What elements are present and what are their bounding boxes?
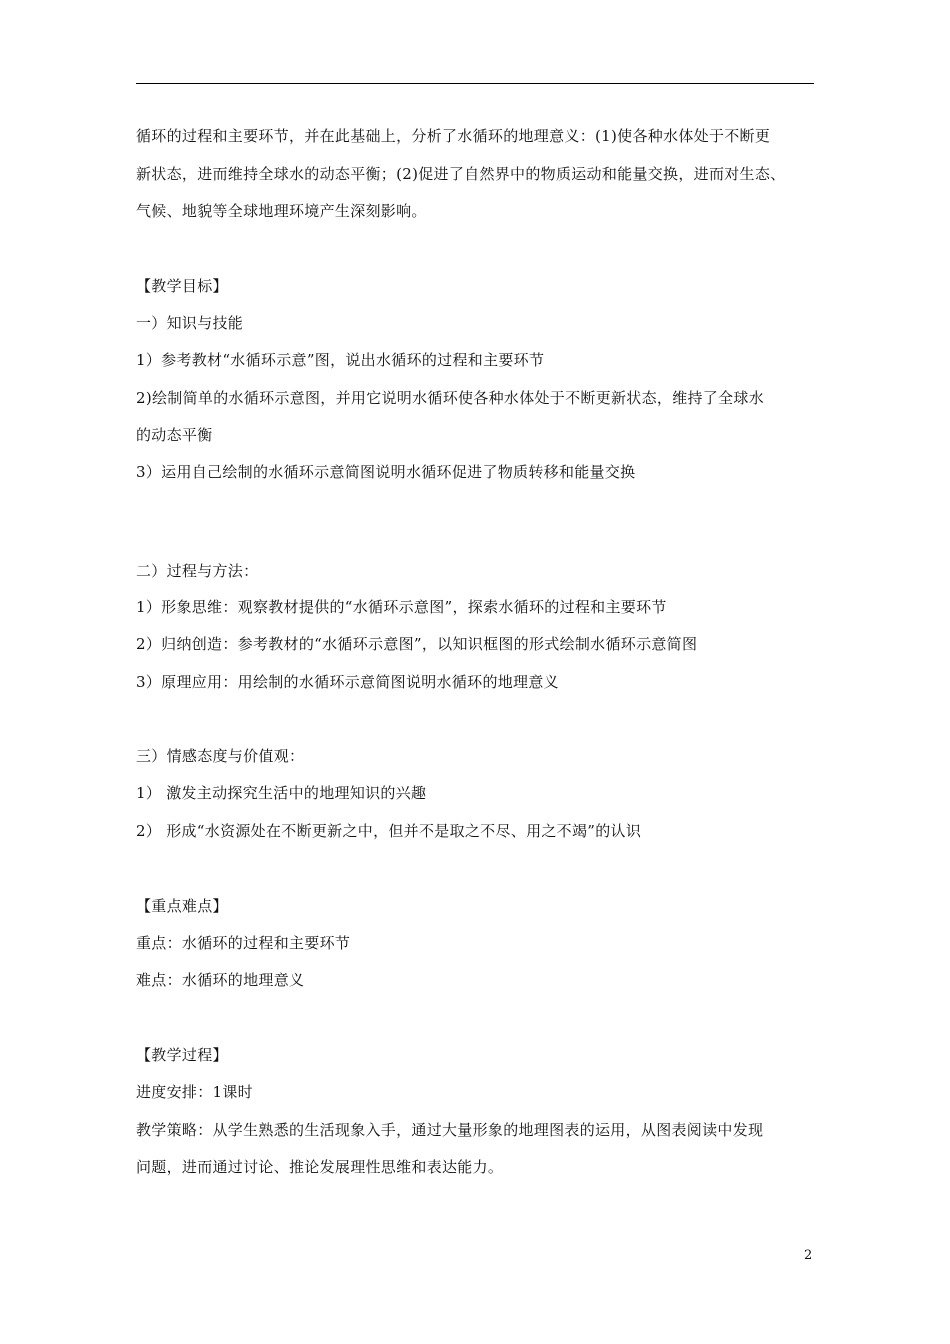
process-item-2: 2）归纳创造：参考教材的“水循环示意图”，以知识框图的形式绘制水循环示意简图 [136,635,698,653]
process-item-1: 1）形象思维：观察教材提供的“水循环示意图”，探索水循环的过程和主要环节 [136,598,667,616]
teaching-process-heading: 【教学过程】 [136,1046,228,1064]
objectives-heading: 【教学目标】 [136,277,228,295]
attitude-item-2: 2） 形成“水资源处在不断更新之中，但并不是取之不尽、用之不竭”的认识 [136,822,642,840]
knowledge-item-1: 1）参考教材“水循环示意”图，说出水循环的过程和主要环节 [136,351,545,369]
knowledge-item-2: 2)绘制简单的水循环示意图，并用它说明水循环使各种水体处于不断更新状态，维持了全球水 [136,389,764,407]
focus-line: 重点：水循环的过程和主要环节 [136,934,351,952]
intro-line-1: 循环的过程和主要环节，并在此基础上，分析了水循环的地理意义：(1)使各种水体处于不断更 [136,127,771,145]
process-title: 二）过程与方法： [136,562,259,580]
intro-line-2: 新状态，进而维持全球水的动态平衡；(2)促进了自然界中的物质运动和能量交换，进而对生态、 [136,165,786,183]
knowledge-item-3: 3）运用自己绘制的水循环示意简图说明水循环促进了物质转移和能量交换 [136,463,636,481]
strategy-line-2: 问题，进而通过讨论、推论发展理性思维和表达能力。 [136,1158,504,1176]
difficulty-line: 难点：水循环的地理意义 [136,971,305,989]
attitude-item-1: 1） 激发主动探究生活中的地理知识的兴趣 [136,784,427,802]
knowledge-item-2-cont: 的动态平衡 [136,426,213,444]
attitude-title: 三）情感态度与价值观： [136,747,305,765]
intro-line-3: 气候、地貌等全球地理环境产生深刻影响。 [136,202,427,220]
knowledge-title: 一）知识与技能 [136,314,244,332]
key-points-heading: 【重点难点】 [136,897,228,915]
page-number: 2 [804,1248,813,1263]
process-item-3: 3）原理应用：用绘制的水循环示意简图说明水循环的地理意义 [136,673,559,691]
strategy-line-1: 教学策略：从学生熟悉的生活现象入手，通过大量形象的地理图表的运用，从图表阅读中发现 [136,1121,764,1139]
schedule-line: 进度安排：1课时 [136,1083,253,1101]
header-rule [136,83,814,84]
